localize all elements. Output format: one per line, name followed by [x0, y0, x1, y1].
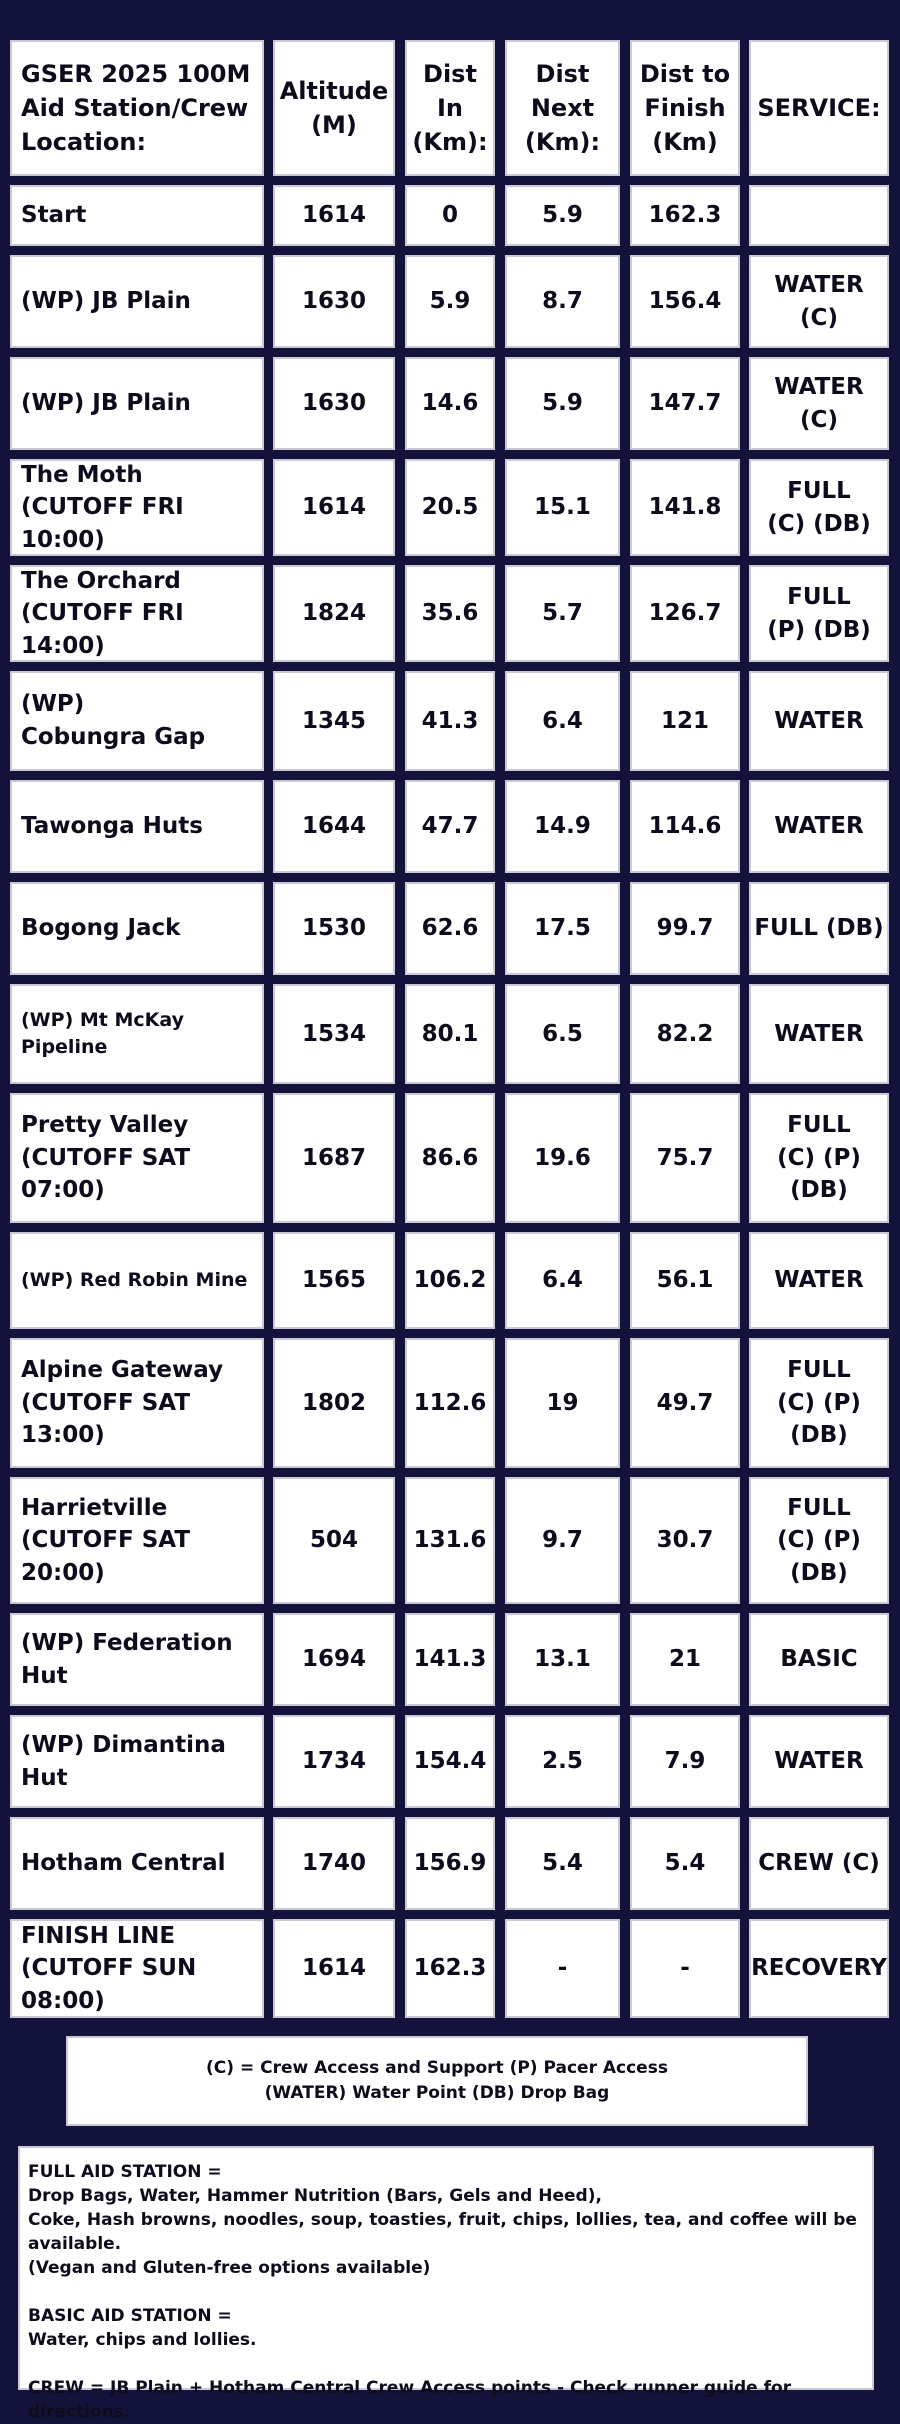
altitude-value: 1630 — [273, 255, 395, 348]
table-row — [0, 565, 900, 662]
table-row — [0, 185, 900, 246]
service-value: WATER — [749, 984, 889, 1084]
station-name: Hotham Central — [10, 1817, 264, 1910]
dist-finish-value: 121 — [630, 671, 740, 771]
dist-in-value: 156.9 — [405, 1817, 495, 1910]
dist-next-value: 13.1 — [505, 1613, 620, 1706]
service-value: WATER — [749, 671, 889, 771]
station-name: The Orchard (CUTOFF FRI 14:00) — [10, 565, 264, 662]
service-value: FULL (C) (P) (DB) — [749, 1093, 889, 1223]
station-name: Harrietville (CUTOFF SAT 20:00) — [10, 1477, 264, 1604]
altitude-value: 1534 — [273, 984, 395, 1084]
altitude-value: 1614 — [273, 1919, 395, 2018]
station-name: FINISH LINE (CUTOFF SUN 08:00) — [10, 1919, 264, 2018]
dist-finish-value: 75.7 — [630, 1093, 740, 1223]
service-value: WATER — [749, 1232, 889, 1329]
altitude-value: 1630 — [273, 357, 395, 450]
basic-aid-line: Water, chips and lollies. — [28, 2330, 257, 2350]
service-value: RECOVERY — [749, 1919, 889, 2018]
dist-in-value: 62.6 — [405, 882, 495, 975]
service-value: FULL (P) (DB) — [749, 565, 889, 662]
station-name: Pretty Valley (CUTOFF SAT 07:00) — [10, 1093, 264, 1223]
station-name: (WP) Dimantina Hut — [10, 1715, 264, 1808]
dist-next-value: 9.7 — [505, 1477, 620, 1604]
altitude-value: 504 — [273, 1477, 395, 1604]
dist-finish-value: 99.7 — [630, 882, 740, 975]
dist-in-value: 131.6 — [405, 1477, 495, 1604]
service-value: WATER (C) — [749, 255, 889, 348]
station-name: (WP) Mt McKay Pipeline — [10, 984, 264, 1084]
altitude-value: 1734 — [273, 1715, 395, 1808]
altitude-value: 1644 — [273, 780, 395, 873]
service-value: BASIC — [749, 1613, 889, 1706]
dist-finish-value: 147.7 — [630, 357, 740, 450]
dist-next-value: 15.1 — [505, 459, 620, 556]
altitude-value: 1824 — [273, 565, 395, 662]
header-dist-next: Dist Next (Km): — [505, 40, 620, 176]
altitude-value: 1614 — [273, 185, 395, 246]
table-row — [0, 1613, 900, 1706]
dist-finish-value: 162.3 — [630, 185, 740, 246]
station-name: (WP) Cobungra Gap — [10, 671, 264, 771]
legend-line: (WATER) Water Point (DB) Drop Bag — [264, 2083, 610, 2103]
altitude-value: 1694 — [273, 1613, 395, 1706]
legend-box — [66, 2036, 808, 2126]
dist-in-value: 162.3 — [405, 1919, 495, 2018]
dist-in-value: 112.6 — [405, 1338, 495, 1468]
dist-in-value: 154.4 — [405, 1715, 495, 1808]
dist-next-value: 5.7 — [505, 565, 620, 662]
service-value: FULL (C) (P) (DB) — [749, 1477, 889, 1604]
table-row — [0, 984, 900, 1084]
dist-finish-value: 141.8 — [630, 459, 740, 556]
dist-finish-value: 56.1 — [630, 1232, 740, 1329]
dist-finish-value: 82.2 — [630, 984, 740, 1084]
service-value: FULL (DB) — [749, 882, 889, 975]
altitude-value: 1614 — [273, 459, 395, 556]
dist-finish-value: 156.4 — [630, 255, 740, 348]
dist-finish-value: 21 — [630, 1613, 740, 1706]
table-row — [0, 1817, 900, 1910]
station-name: (WP) JB Plain — [10, 357, 264, 450]
service-value: FULL (C) (DB) — [749, 459, 889, 556]
dist-in-value: 0 — [405, 185, 495, 246]
altitude-value: 1740 — [273, 1817, 395, 1910]
legend-line: (C) = Crew Access and Support (P) Pacer Access — [206, 2057, 668, 2078]
dist-finish-value: 5.4 — [630, 1817, 740, 1910]
altitude-value: 1565 — [273, 1232, 395, 1329]
full-aid-line: (Vegan and Gluten-free options available) — [28, 2258, 431, 2278]
service-value — [749, 185, 889, 246]
station-name: (WP) Red Robin Mine — [10, 1232, 264, 1329]
header-dist-finish: Dist to Finish (Km) — [630, 40, 740, 176]
station-name: Alpine Gateway (CUTOFF SAT 13:00) — [10, 1338, 264, 1468]
dist-in-value: 35.6 — [405, 565, 495, 662]
station-name: Bogong Jack — [10, 882, 264, 975]
table-row — [0, 1093, 900, 1223]
dist-next-value: 17.5 — [505, 882, 620, 975]
dist-in-value: 20.5 — [405, 459, 495, 556]
dist-next-value: 6.5 — [505, 984, 620, 1084]
dist-next-value: 8.7 — [505, 255, 620, 348]
dist-in-value: 14.6 — [405, 357, 495, 450]
dist-in-value: 5.9 — [405, 255, 495, 348]
dist-finish-value: 114.6 — [630, 780, 740, 873]
dist-finish-value: 30.7 — [630, 1477, 740, 1604]
basic-aid-title: BASIC AID STATION = — [28, 2306, 232, 2326]
dist-next-value: 5.9 — [505, 185, 620, 246]
dist-next-value: 19 — [505, 1338, 620, 1468]
station-name: Tawonga Huts — [10, 780, 264, 873]
station-name: Start — [10, 185, 264, 246]
header-service: SERVICE: — [749, 40, 889, 176]
dist-finish-value: 49.7 — [630, 1338, 740, 1468]
dist-finish-value: - — [630, 1919, 740, 2018]
dist-next-value: 5.4 — [505, 1817, 620, 1910]
altitude-value: 1530 — [273, 882, 395, 975]
altitude-value: 1345 — [273, 671, 395, 771]
table-row — [0, 1477, 900, 1604]
table-row — [0, 1715, 900, 1808]
crew-note: CREW = JB Plain + Hotham Central Crew Access points - Check runner guide for directions. — [28, 2378, 792, 2422]
dist-next-value: 6.4 — [505, 671, 620, 771]
table-header — [0, 40, 900, 176]
dist-next-value: 2.5 — [505, 1715, 620, 1808]
dist-in-value: 141.3 — [405, 1613, 495, 1706]
service-value: CREW (C) — [749, 1817, 889, 1910]
dist-next-value: 5.9 — [505, 357, 620, 450]
header-dist-in: Dist In (Km): — [405, 40, 495, 176]
full-aid-line: Coke, Hash browns, noodles, soup, toasties, fruit, chips, lollies, tea, and coffee will be available. — [28, 2210, 857, 2254]
dist-in-value: 41.3 — [405, 671, 495, 771]
notes-box — [18, 2146, 874, 2422]
table-row — [0, 1232, 900, 1329]
dist-in-value: 86.6 — [405, 1093, 495, 1223]
service-value: FULL (C) (P) (DB) — [749, 1338, 889, 1468]
full-aid-title: FULL AID STATION = — [28, 2162, 222, 2182]
table-row — [0, 671, 900, 771]
header-location: GSER 2025 100M Aid Station/Crew Location: — [10, 40, 264, 176]
table-row — [0, 459, 900, 556]
service-value: WATER (C) — [749, 357, 889, 450]
table-row — [0, 1338, 900, 1468]
table-row — [0, 1919, 900, 2018]
table-row — [0, 357, 900, 450]
table-row — [0, 780, 900, 873]
dist-finish-value: 7.9 — [630, 1715, 740, 1808]
full-aid-line: Drop Bags, Water, Hammer Nutrition (Bars, Gels and Heed), — [28, 2186, 602, 2206]
spacer — [28, 2280, 872, 2304]
station-name: (WP) JB Plain — [10, 255, 264, 348]
altitude-value: 1802 — [273, 1338, 395, 1468]
table-row — [0, 882, 900, 975]
station-name: The Moth (CUTOFF FRI 10:00) — [10, 459, 264, 556]
dist-in-value: 47.7 — [405, 780, 495, 873]
table-row — [0, 255, 900, 348]
dist-next-value: 6.4 — [505, 1232, 620, 1329]
service-value: WATER — [749, 780, 889, 873]
dist-finish-value: 126.7 — [630, 565, 740, 662]
altitude-value: 1687 — [273, 1093, 395, 1223]
spacer — [28, 2352, 872, 2376]
dist-in-value: 106.2 — [405, 1232, 495, 1329]
header-altitude: Altitude (M) — [273, 40, 395, 176]
dist-next-value: 19.6 — [505, 1093, 620, 1223]
dist-next-value: - — [505, 1919, 620, 2018]
dist-next-value: 14.9 — [505, 780, 620, 873]
dist-in-value: 80.1 — [405, 984, 495, 1084]
service-value: WATER — [749, 1715, 889, 1808]
station-name: (WP) Federation Hut — [10, 1613, 264, 1706]
